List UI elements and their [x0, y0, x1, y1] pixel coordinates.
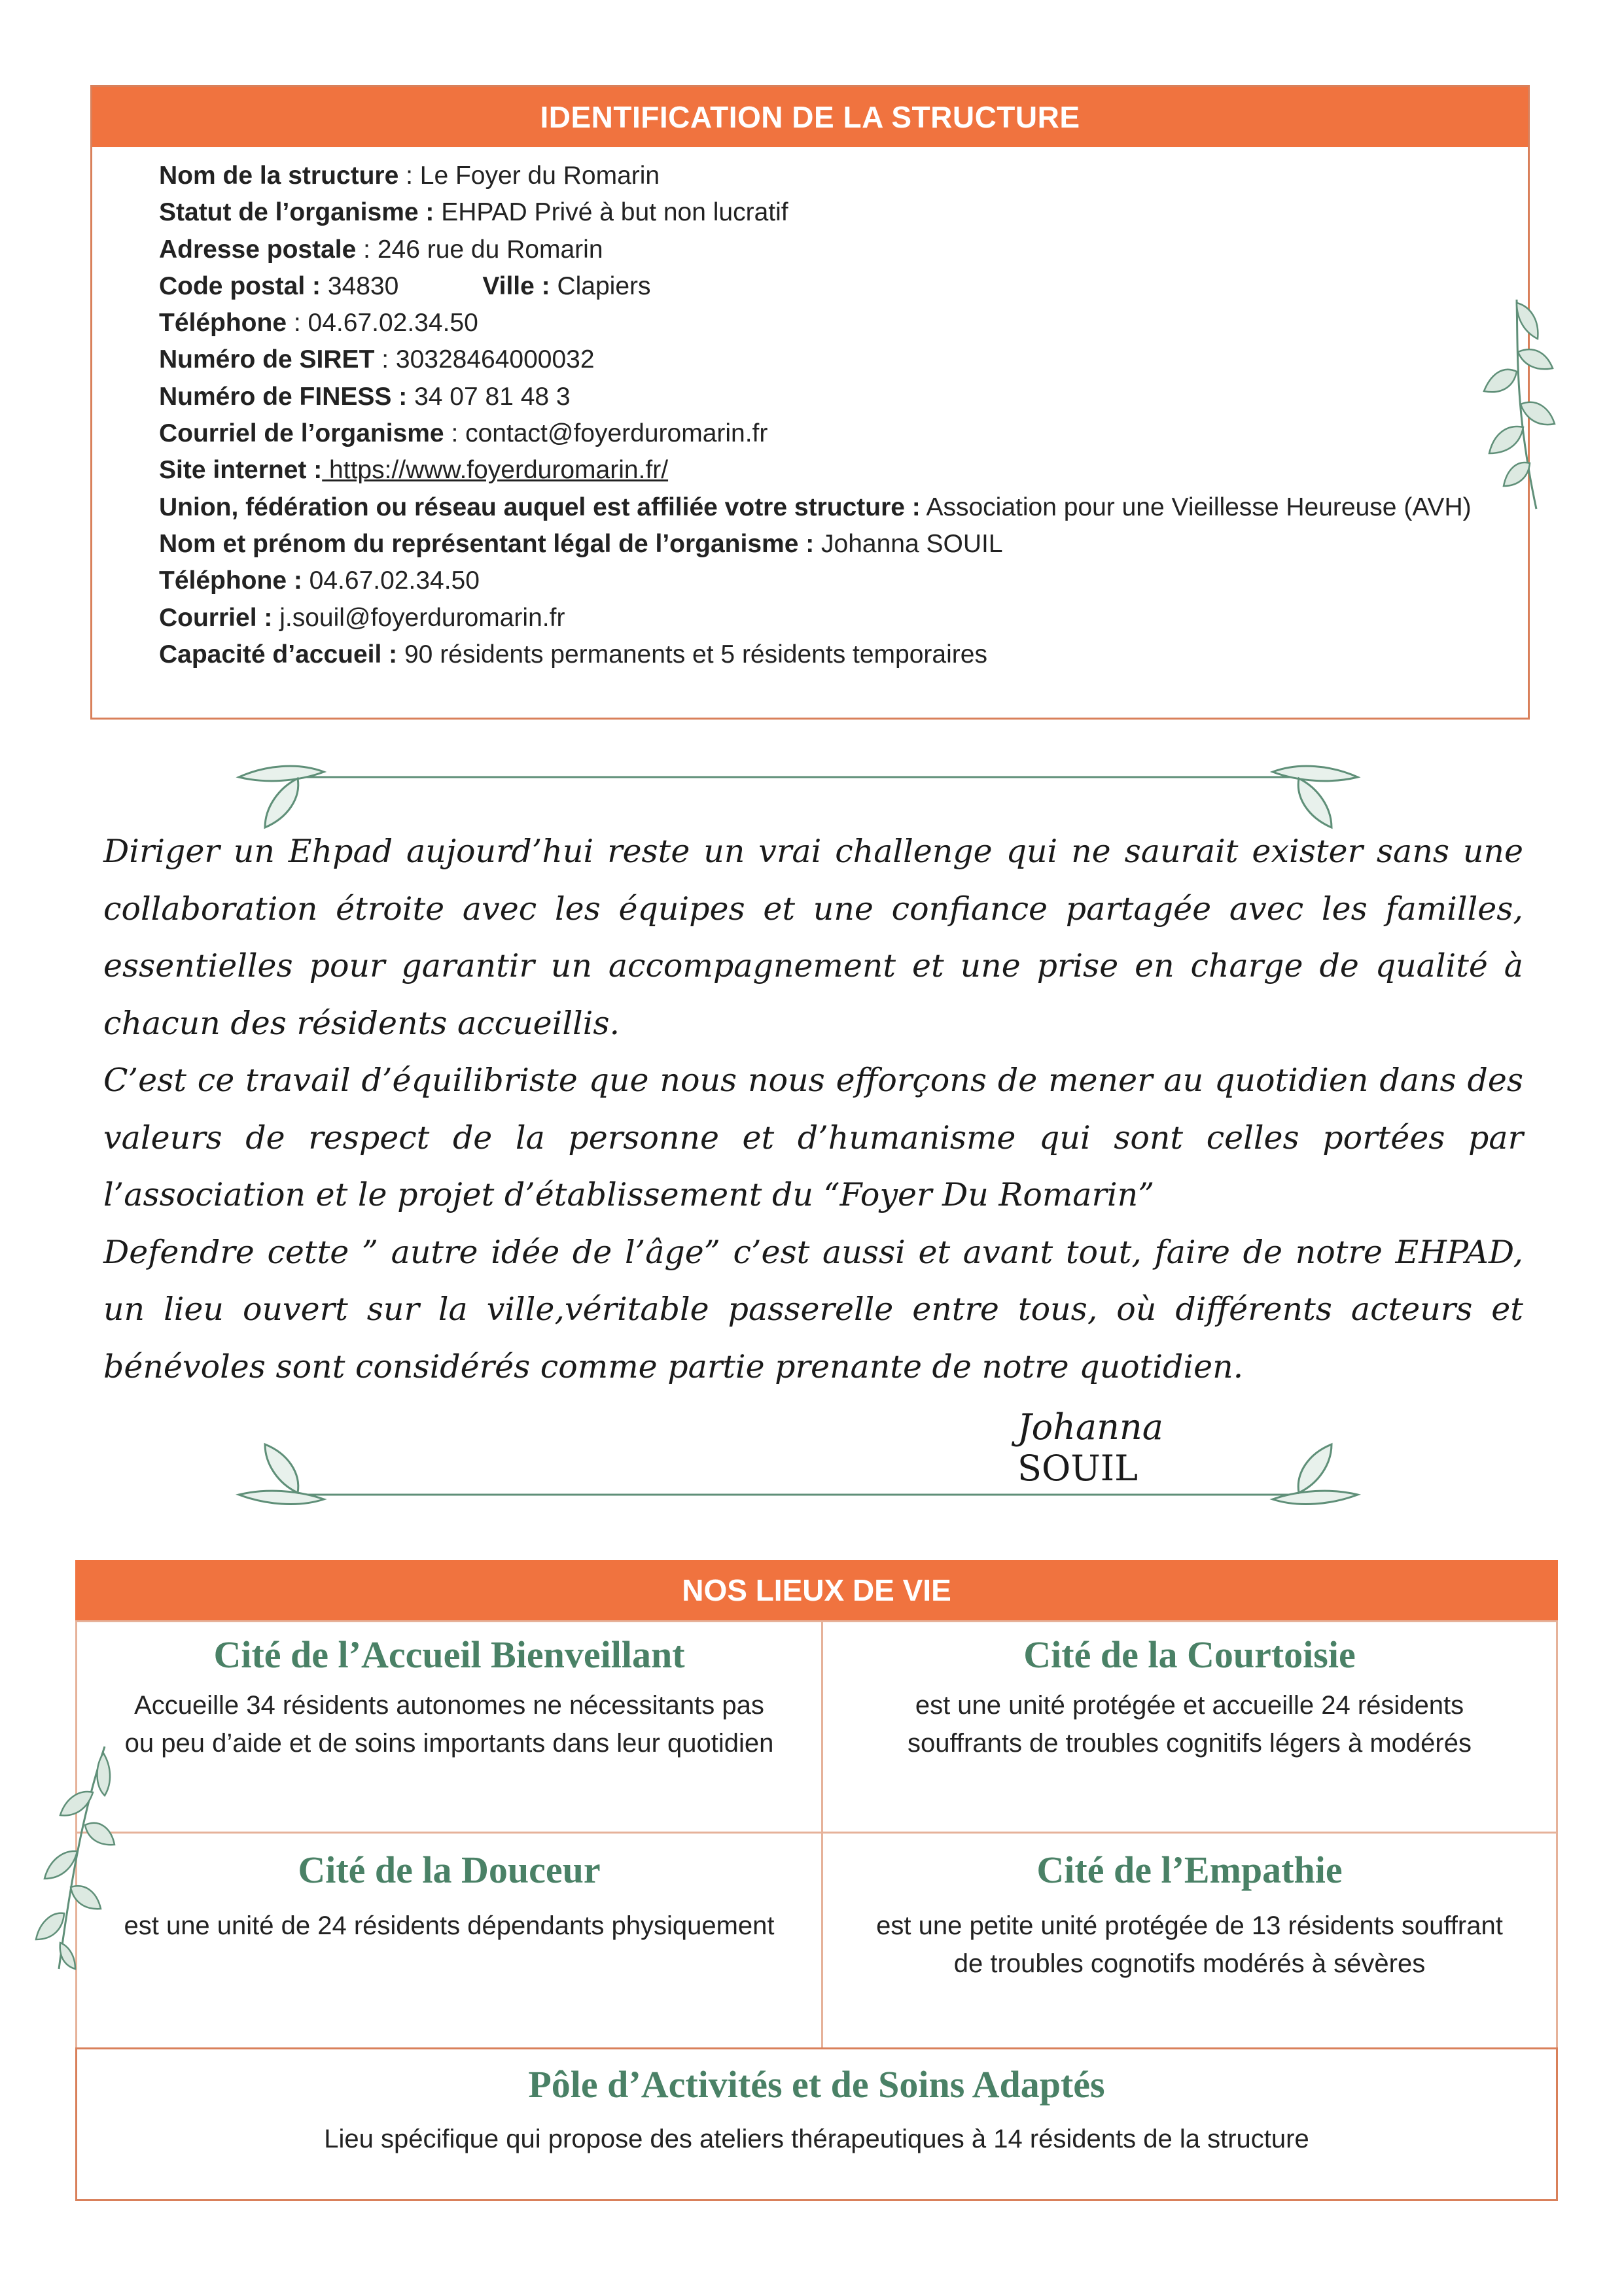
identification-fields: [159, 158, 1500, 673]
lieu-cell-accueil: [75, 1620, 823, 1834]
signature: Johanna SOUIL: [1017, 1406, 1163, 1489]
field-nom: Nom de la structure : Le Foyer du Romarin: [159, 162, 660, 190]
lieu-title: Cité de la Courtoisie: [1023, 1633, 1356, 1676]
field-union: Union, fédération ou réseau auquel est affiliée votre structure : Association pour une Vieillesse Heureuse (AVH): [159, 493, 1472, 521]
identification-title: IDENTIFICATION DE LA STRUCTURE: [92, 87, 1528, 147]
field-code-postal-ville: Code postal : 34830 Ville : Clapiers: [159, 271, 651, 300]
field-courriel-representant: Courriel : j.souil@foyerduromarin.fr: [159, 603, 565, 632]
field-capacite: Capacité d’accueil : 90 résidents permanents et 5 résidents temporaires: [159, 640, 987, 669]
lieu-description: est une unité de 24 résidents dépendants physiquement: [124, 1911, 775, 1940]
field-representant: Nom et prénom du représentant légal de l’organisme : Johanna SOUIL: [159, 529, 1003, 558]
field-telephone-representant: Téléphone : 04.67.02.34.50: [159, 566, 480, 595]
lieu-description: Lieu spécifique qui propose des ateliers thérapeutiques à 14 résidents de la structure: [324, 2125, 1309, 2153]
leaf-sprig-left-icon: [20, 1740, 118, 1975]
quote-paragraph-3: Defendre cette ” autre idée de l’âge” c’est aussi et avant tout, faire de notre EHPAD, un lieu ouvert sur la ville,véritable passerelle entre tous, où différents acteurs et bénévoles sont considérés comme partie prenante de notre quotidien.: [103, 1233, 1523, 1385]
lieu-cell-empathie: [821, 1832, 1558, 2049]
site-internet-link[interactable]: https://www.foyerduromarin.fr/: [322, 456, 669, 485]
lieux-de-vie-title: NOS LIEUX DE VIE: [75, 1560, 1558, 1620]
field-siret: Numéro de SIRET : 30328464000032: [159, 345, 595, 374]
lieu-title: Cité de l’Empathie: [1036, 1849, 1343, 1891]
lieu-description: est une petite unité protégée de 13 résidents souffrant de troubles cognotifs modérés à sévères: [876, 1911, 1503, 1978]
field-courriel-organisme: Courriel de l’organisme : contact@foyerduromarin.fr: [159, 419, 768, 448]
lieu-description: Accueille 34 résidents autonomes ne nécessitants pas ou peu d’aide et de soins importants dans leur quotidien: [124, 1691, 774, 1758]
divider-bottom-icon: [226, 1439, 1371, 1514]
lieu-title: Cité de l’Accueil Bienveillant: [213, 1633, 685, 1676]
lieu-cell-pole-activites: [75, 2047, 1558, 2201]
lieu-title: Cité de la Douceur: [298, 1849, 601, 1891]
lieu-description: est une unité protégée et accueille 24 résidents souffrants de troubles cognitifs légers à modérés: [908, 1691, 1472, 1758]
field-telephone: Téléphone : 04.67.02.34.50: [159, 309, 478, 338]
field-statut: Statut de l’organisme : EHPAD Privé à but non lucratif: [159, 198, 788, 227]
lieu-cell-douceur: [75, 1832, 823, 2049]
quote-paragraph-1: Diriger un Ehpad aujourd’hui reste un vrai challenge qui ne saurait exister sans une collaboration étroite avec les équipes et une confiance partagée avec les familles, essentielles pour garantir un accompagnement et une prise en charge de qualité à chacun des résidents accueillis.: [103, 833, 1523, 1042]
leaf-sprig-icon: [1477, 293, 1562, 515]
field-site-internet: Site internet : https://www.foyerduromarin.fr/: [159, 456, 669, 485]
director-quote: [103, 823, 1523, 1395]
field-adresse: Adresse postale : 246 rue du Romarin: [159, 235, 603, 264]
lieu-cell-courtoisie: [821, 1620, 1558, 1834]
field-finess: Numéro de FINESS : 34 07 81 48 3: [159, 382, 571, 411]
quote-paragraph-2: C’est ce travail d’équilibriste que nous nous efforçons de mener au quotidien dans des valeurs de respect de la personne et d’humanisme qui sont celles portées par l’association et le projet d’établissement du “Foyer Du Romarin”: [103, 1062, 1523, 1213]
identification-box: [90, 85, 1530, 720]
lieu-title: Pôle d’Activités et de Soins Adaptés: [528, 2063, 1105, 2106]
